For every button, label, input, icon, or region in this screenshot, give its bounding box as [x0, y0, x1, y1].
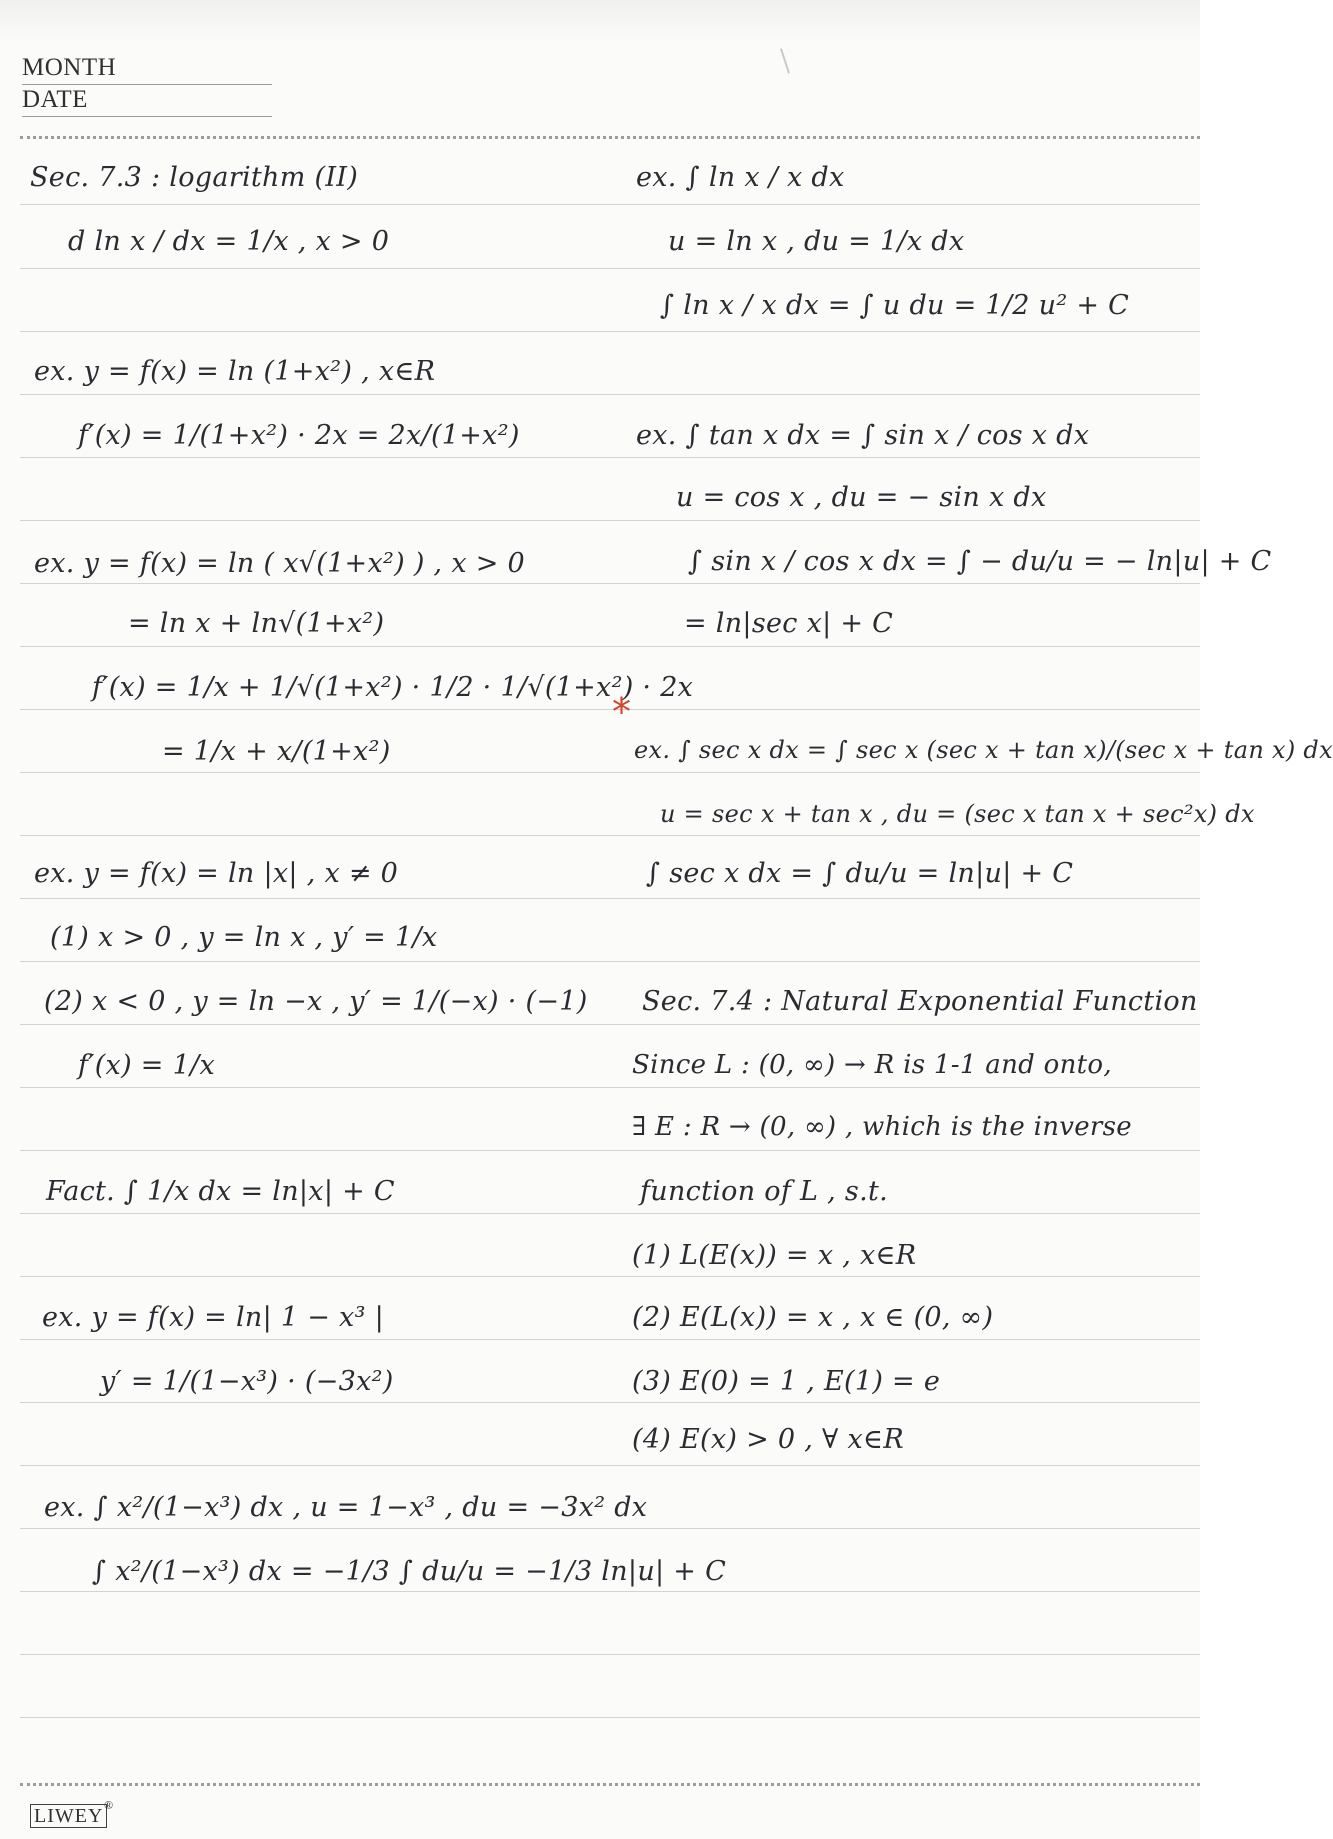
- ruled-line: [20, 1276, 1200, 1277]
- example-7-substitution: u = cos x , du = − sin x dx: [676, 482, 1047, 513]
- ruled-line: [20, 709, 1200, 710]
- example-3-result: f′(x) = 1/x: [78, 1050, 216, 1081]
- since-line: Since L : (0, ∞) → R is 1-1 and onto,: [632, 1050, 1112, 1080]
- ruled-line: [20, 1402, 1200, 1403]
- example-1-derivative: f′(x) = 1/(1+x²) · 2x = 2x/(1+x²): [78, 420, 520, 451]
- example-2-expansion: = ln x + ln√(1+x²): [128, 608, 385, 639]
- example-3-definition: ex. y = f(x) = ln |x| , x ≠ 0: [34, 858, 399, 889]
- star-mark: *: [612, 690, 631, 734]
- pen-mark: [780, 48, 790, 73]
- month-rule: [22, 84, 272, 85]
- ruled-line: [20, 1087, 1200, 1088]
- ruled-line: [20, 204, 1200, 205]
- derivative-rule: d ln x / dx = 1/x , x > 0: [68, 226, 390, 257]
- registered-mark: ®: [104, 1798, 114, 1812]
- section-title-7-4: Sec. 7.4 : Natural Exponential Function: [642, 986, 1198, 1017]
- date-label: DATE: [22, 86, 88, 113]
- property-3: (3) E(0) = 1 , E(1) = e: [632, 1366, 941, 1397]
- example-7-result: = ln|sec x| + C: [684, 608, 894, 639]
- ruled-line: [20, 835, 1200, 836]
- example-2-derivative: f′(x) = 1/x + 1/√(1+x²) · 1/2 · 1/√(1+x²) · 2x: [92, 672, 694, 703]
- example-4-definition: ex. y = f(x) = ln| 1 − x³ |: [42, 1302, 384, 1333]
- ruled-line: [20, 1528, 1200, 1529]
- date-rule: [22, 116, 272, 117]
- ruled-line: [20, 457, 1200, 458]
- ruled-line: [20, 331, 1200, 332]
- top-edge-shadow: [0, 0, 1200, 40]
- example-2-result: = 1/x + x/(1+x²): [162, 736, 391, 767]
- property-2: (2) E(L(x)) = x , x ∈ (0, ∞): [632, 1302, 994, 1333]
- section-title-7-3: Sec. 7.3 : logarithm (II): [30, 162, 359, 193]
- property-1: (1) L(E(x)) = x , x∈R: [632, 1240, 917, 1271]
- ruled-line: [20, 1150, 1200, 1151]
- example-7-calculation: ∫ sin x / cos x dx = ∫ − du/u = − ln|u| + C: [688, 546, 1272, 577]
- example-8-definition: ex. ∫ sec x dx = ∫ sec x (sec x + tan x)/(sec x + tan x) dx: [634, 736, 1333, 764]
- ruled-line: [20, 898, 1200, 899]
- example-6-substitution: u = ln x , du = 1/x dx: [668, 226, 965, 257]
- example-3-case-1: (1) x > 0 , y = ln x , y′ = 1/x: [50, 922, 438, 953]
- ruled-line: [20, 1654, 1200, 1655]
- month-label: MONTH: [22, 54, 117, 81]
- ruled-line: [20, 1024, 1200, 1025]
- ruled-line: [20, 1591, 1200, 1592]
- example-7-definition: ex. ∫ tan x dx = ∫ sin x / cos x dx: [636, 420, 1090, 451]
- ruled-line: [20, 646, 1200, 647]
- example-5-result: ∫ x²/(1−x³) dx = −1/3 ∫ du/u = −1/3 ln|u| + C: [92, 1556, 727, 1587]
- brand-logo: LIWEY: [30, 1804, 107, 1828]
- bottom-dotted-line: [20, 1783, 1200, 1786]
- example-1-definition: ex. y = f(x) = ln (1+x²) , x∈R: [34, 356, 436, 387]
- example-2-definition: ex. y = f(x) = ln ( x√(1+x²) ) , x > 0: [34, 548, 526, 579]
- ruled-line: [20, 394, 1200, 395]
- ruled-line: [20, 1717, 1200, 1718]
- example-6-result: ∫ ln x / x dx = ∫ u du = 1/2 u² + C: [660, 290, 1130, 321]
- ruled-line: [20, 1339, 1200, 1340]
- example-6-definition: ex. ∫ ln x / x dx: [636, 162, 845, 193]
- ruled-line: [20, 772, 1200, 773]
- example-8-substitution: u = sec x + tan x , du = (sec x tan x + sec²x) dx: [660, 800, 1255, 828]
- fact-integral: Fact. ∫ 1/x dx = ln|x| + C: [46, 1176, 395, 1207]
- ruled-line: [20, 583, 1200, 584]
- ruled-line: [20, 520, 1200, 521]
- top-dotted-line: [20, 136, 1200, 139]
- ruled-line: [20, 1213, 1200, 1214]
- example-4-derivative: y′ = 1/(1−x³) · (−3x²): [100, 1366, 394, 1397]
- ruled-line: [20, 1465, 1200, 1466]
- exists-line: ∃ E : R → (0, ∞) , which is the inverse: [632, 1112, 1132, 1142]
- ruled-line: [20, 268, 1200, 269]
- example-5-definition: ex. ∫ x²/(1−x³) dx , u = 1−x³ , du = −3x² dx: [44, 1492, 648, 1523]
- example-8-result: ∫ sec x dx = ∫ du/u = ln|u| + C: [646, 858, 1074, 889]
- ruled-line: [20, 961, 1200, 962]
- function-line: function of L , s.t.: [640, 1176, 888, 1207]
- property-4: (4) E(x) > 0 , ∀ x∈R: [632, 1424, 904, 1455]
- example-3-case-2: (2) x < 0 , y = ln −x , y′ = 1/(−x) · (−1): [44, 986, 588, 1017]
